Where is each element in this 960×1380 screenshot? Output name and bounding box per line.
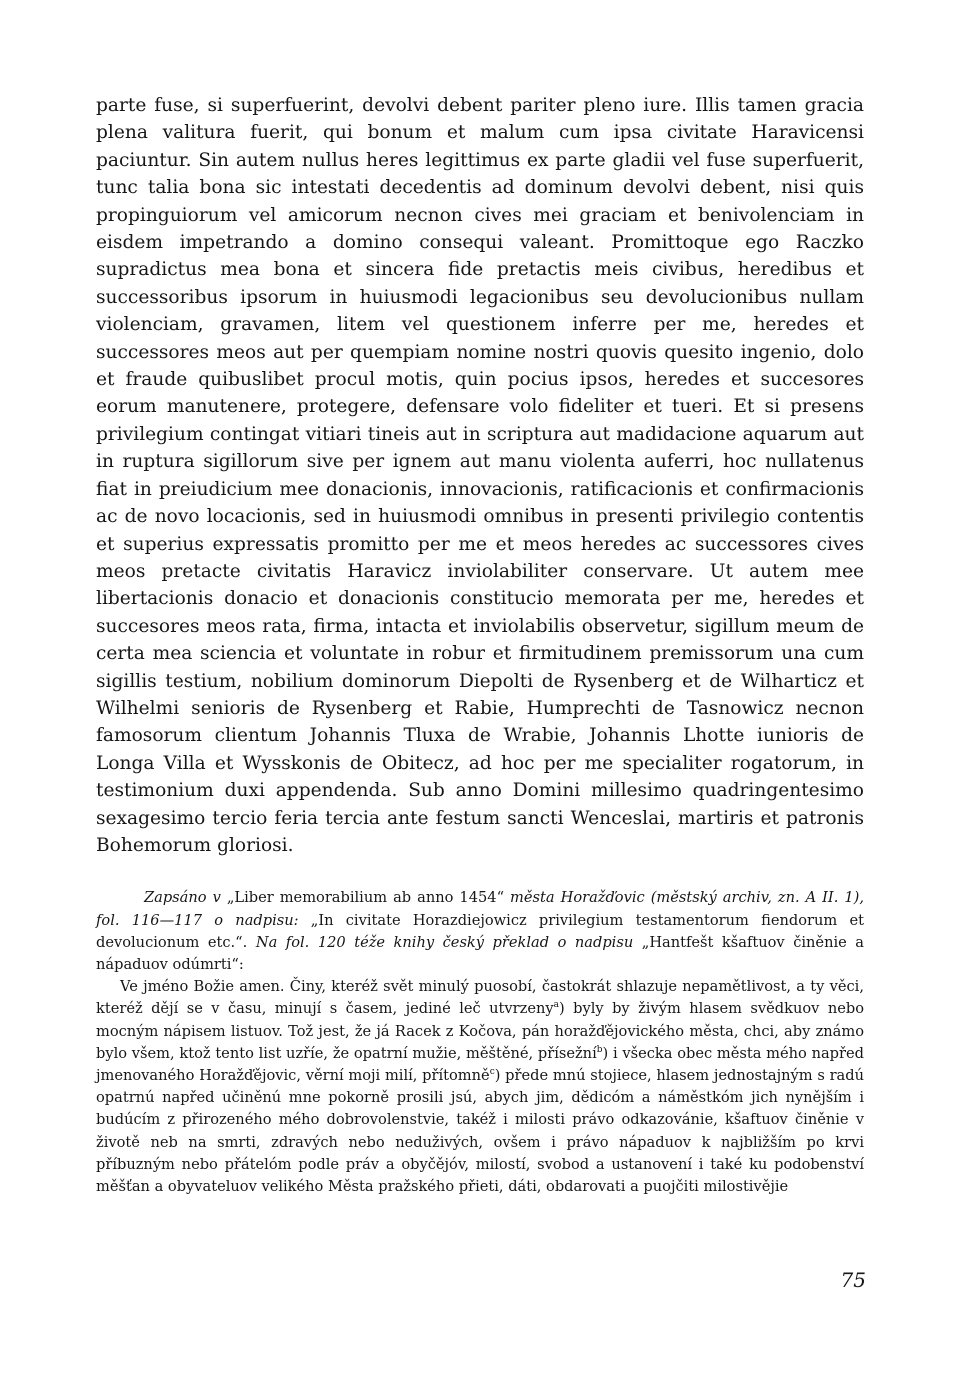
latin-charter-text (96, 92, 864, 859)
footnote-marker: a (553, 1000, 559, 1011)
note-text: Ve jméno Božie amen. Činy, kteréž svět minulý puosobí, častokrát shlazuje nepamětlivost, a ty věci, kteréž dějí se v času, minují s časem, jediné leč utvrzeny (96, 978, 864, 1018)
footnote-marker: b (596, 1044, 603, 1055)
note-text: „Liber memorabilium ab anno 1454“ (226, 889, 511, 907)
note-text: ) i všecka obec města mého napřed jmenovaného Horažďějovic, věrní moji milí, přítomně (96, 1044, 864, 1084)
note-text: města Horažďovic (městský archiv, zn. A II. 1), fol. 116—117 o nadpisu: (96, 889, 864, 929)
text-segment: Ut autem mee libertacionis donacio et donacionis constitucio memorata per me, heredes et succesores meos rata, firma, intacta et inviolabilis observetur, sigillum meum de certa mea sciencia et voluntate in robur et firmitudinem premissorum una cum sigillis testium, nobilium dominorum Diepolti de Rysenberg et de Wilharticz et Wilhelmi senioris de Rysenberg et Rabie, Humprechti de Tasnowicz necnon famosorum clientum Johannis Tluxa de Wrabie, Johannis Lhotte iunioris de Longa Villa et Wysskonis de Obitecz, ad hoc per me specialiter rogatorum, in testimonium duxi appendenda. (96, 560, 864, 802)
text-segment: Promittoque ego Raczko supradictus mea bona et sincera fide pretactis meis civibus, heredibus et successoribus ipsorum in huiusmodi legacionibus seu devolucionibus nullam violenciam, gravamen, litem vel questionem inferre per me, heredes et successores meos aut per quempiam nomine nostri quovis quesito ingenio, dolo et fraude quibuslibet procul motis, quin pocius ipsos, heredes et succesores eorum manutenere, protegere, defensare volo fideliter et tueri. (96, 232, 864, 418)
note-text: Zapsáno v (144, 889, 227, 907)
note-text: Na fol. 120 téže knihy český překlad o nadpisu (255, 933, 642, 951)
source-note-paragraph (96, 887, 864, 976)
document-page (96, 92, 864, 1198)
czech-translation-paragraph (96, 976, 864, 1198)
footnote-marker: c (489, 1067, 495, 1078)
editorial-note (96, 887, 864, 1198)
text-segment: Et si presens privilegium contingat vitiari tineis aut in scriptura aut madidacione aquarum aut in ruptura sigillorum sive per ignem aut manu violenta auferri, hoc nullatenus fiat in preiudicium mee donacionis, innovacionis, ratificacionis et confirmacionis ac de novo locacionis, sed in huiusmodi omnibus in presenti privilegio contentis et superius expressatis promitto per me et meos heredes ac successores cives meos pretacte civitatis Haravicz inviolabiliter conservare. (96, 396, 864, 582)
note-text: „In civitate Horazdiejowicz privilegium testamentorum fiendorum et devolucionum etc.“. (96, 911, 864, 951)
text-segment: parte fuse, si superfuerint, devolvi debent pariter pleno iure. Illis tamen gracia plena valitura fuerit, qui bonum et malum cum ipsa civitate Haravicensi paciuntur. Sin autem nullus heres legittimus ex parte gladii vel fuse superfuerit, tunc talia bona sic intestati decedentis ad dominum devolvi debent, nisi quis propinguiorum vel amicorum necnon cives mei graciam et benivolenciam in eisdem impetrando a domino consequi valeant. (96, 95, 864, 254)
note-text: ) byly by živým hlasem svědkuov nebo mocným nápisem listuov. Tož jest, že já Racek z Kočova, pán horažďějovického města, chci, aby známo bylo všem, ktož tento list uzříe, že opatrní mužie, měštěné, přísežní (96, 1000, 864, 1062)
text-segment: Sub anno Domini millesimo quadringentesimo sexagesimo tercio feria tercia ante festum sancti Wenceslai, martiris et patronis Bohemorum gloriosi. (96, 780, 865, 856)
page-number: 75 (840, 1268, 866, 1292)
note-text: „Hantfešt kšaftuov činěnie a nápaduov odúmrti“: (96, 933, 864, 973)
note-text: ) přede mnú stojiece, hlasem jednostajným s radú opatrnú napřed učiněnú mne pokorně prosili jsú, abych jim, dědicóm a náměstkóm jich nynějším i budúcím z přirozeného mého dobrovolenstvie, takéž i milosti právo odkazovánie, kšaftuov činěnie v životě neb na smrti, zdravých nebo neduživých, ovšem i právo nápaduov k najbližším po krvi příbuzným nebo přátelóm podle práv a obyčějóv, milostí, svobod a ustanovení i také ku podobenství měšťan a obyvateluov velikého Města pražského přieti, dáti, obdarovati a puojčiti milostivějie (96, 1067, 864, 1196)
